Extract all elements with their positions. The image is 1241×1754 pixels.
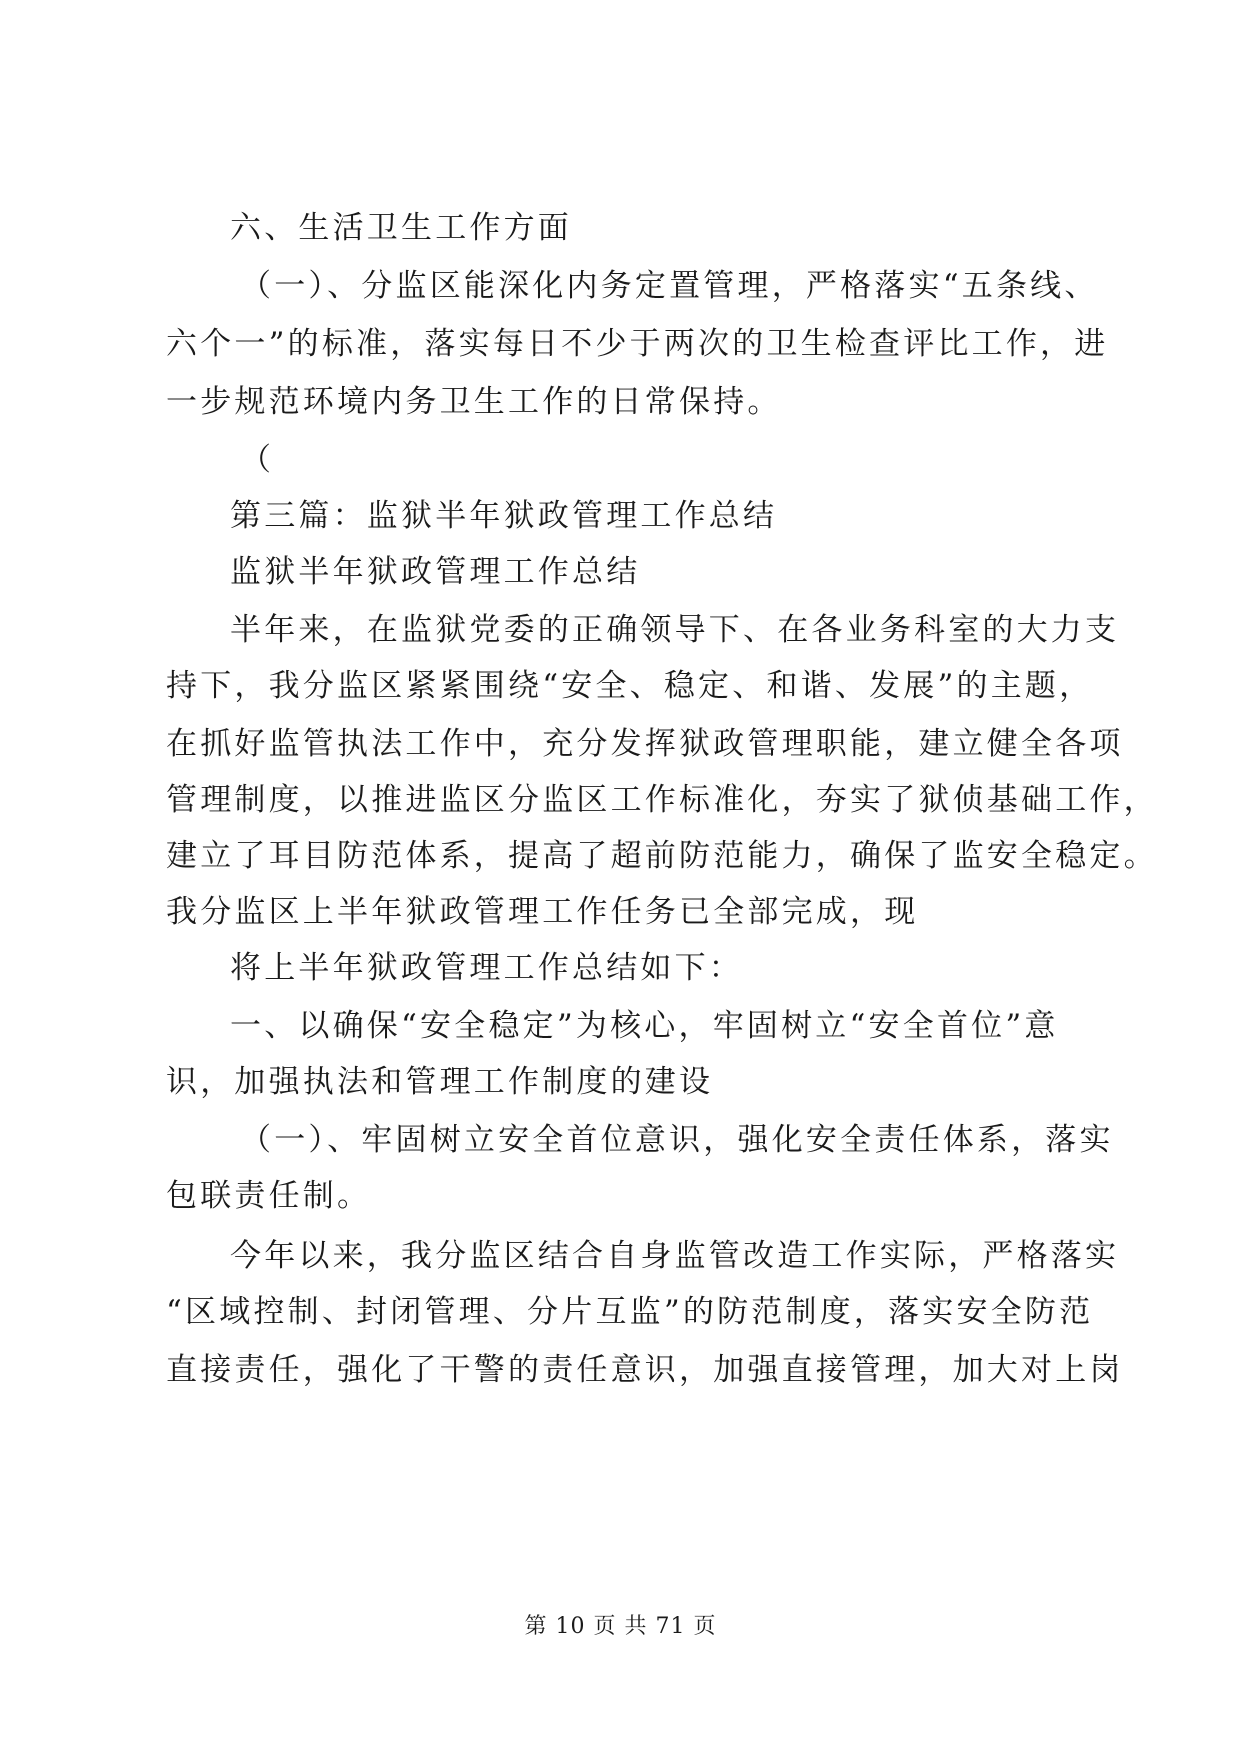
paragraph-line: 今年以来，我分监区结合自身监管改造工作实际，严格落实 bbox=[230, 1238, 1120, 1274]
subsection-heading: 包联责任制。 bbox=[166, 1178, 372, 1214]
section-heading: 一、以确保“安全稳定”为核心，牢固树立“安全首位”意 bbox=[230, 1008, 1059, 1044]
paragraph-line: 半年来，在监狱党委的正确领导下、在各业务科室的大力支 bbox=[230, 612, 1120, 648]
paragraph-line: 一步规范环境内务卫生工作的日常保持。 bbox=[166, 384, 782, 420]
chapter-title: 第三篇：监狱半年狱政管理工作总结 bbox=[230, 498, 778, 534]
paragraph-line: 六个一”的标准，落实每日不少于两次的卫生检查评比工作，进 bbox=[166, 326, 1109, 362]
page-number: 第 10 页 共 71 页 bbox=[524, 1614, 717, 1639]
paragraph-line: （ bbox=[240, 442, 275, 478]
section-heading: 六、生活卫生工作方面 bbox=[230, 210, 572, 246]
subsection-heading: （一）、牢固树立安全首位意识，强化安全责任体系，落实 bbox=[240, 1122, 1114, 1158]
paragraph-line: 将上半年狱政管理工作总结如下： bbox=[230, 950, 743, 986]
paragraph-line: 持下，我分监区紧紧围绕“安全、稳定、和谐、发展”的主题， bbox=[166, 668, 1094, 704]
paragraph-line: “区域控制、封闭管理、分片互监”的防范制度，落实安全防范 bbox=[166, 1294, 1094, 1330]
paragraph-line: 建立了耳目防范体系，提高了超前防范能力，确保了监安全稳定。 bbox=[166, 838, 1158, 874]
article-title: 监狱半年狱政管理工作总结 bbox=[230, 554, 641, 590]
paragraph-line: 直接责任，强化了干警的责任意识，加强直接管理，加大对上岗 bbox=[166, 1352, 1124, 1388]
section-heading: 识，加强执法和管理工作制度的建设 bbox=[166, 1064, 714, 1100]
paragraph-line: 在抓好监管执法工作中，充分发挥狱政管理职能，建立健全各项 bbox=[166, 726, 1124, 762]
paragraph-line: 管理制度，以推进监区分监区工作标准化，夯实了狱侦基础工作， bbox=[166, 782, 1158, 818]
paragraph-line: 我分监区上半年狱政管理工作任务已全部完成，现 bbox=[166, 894, 919, 930]
paragraph-line: （一）、分监区能深化内务定置管理，严格落实“五条线、 bbox=[240, 268, 1099, 304]
